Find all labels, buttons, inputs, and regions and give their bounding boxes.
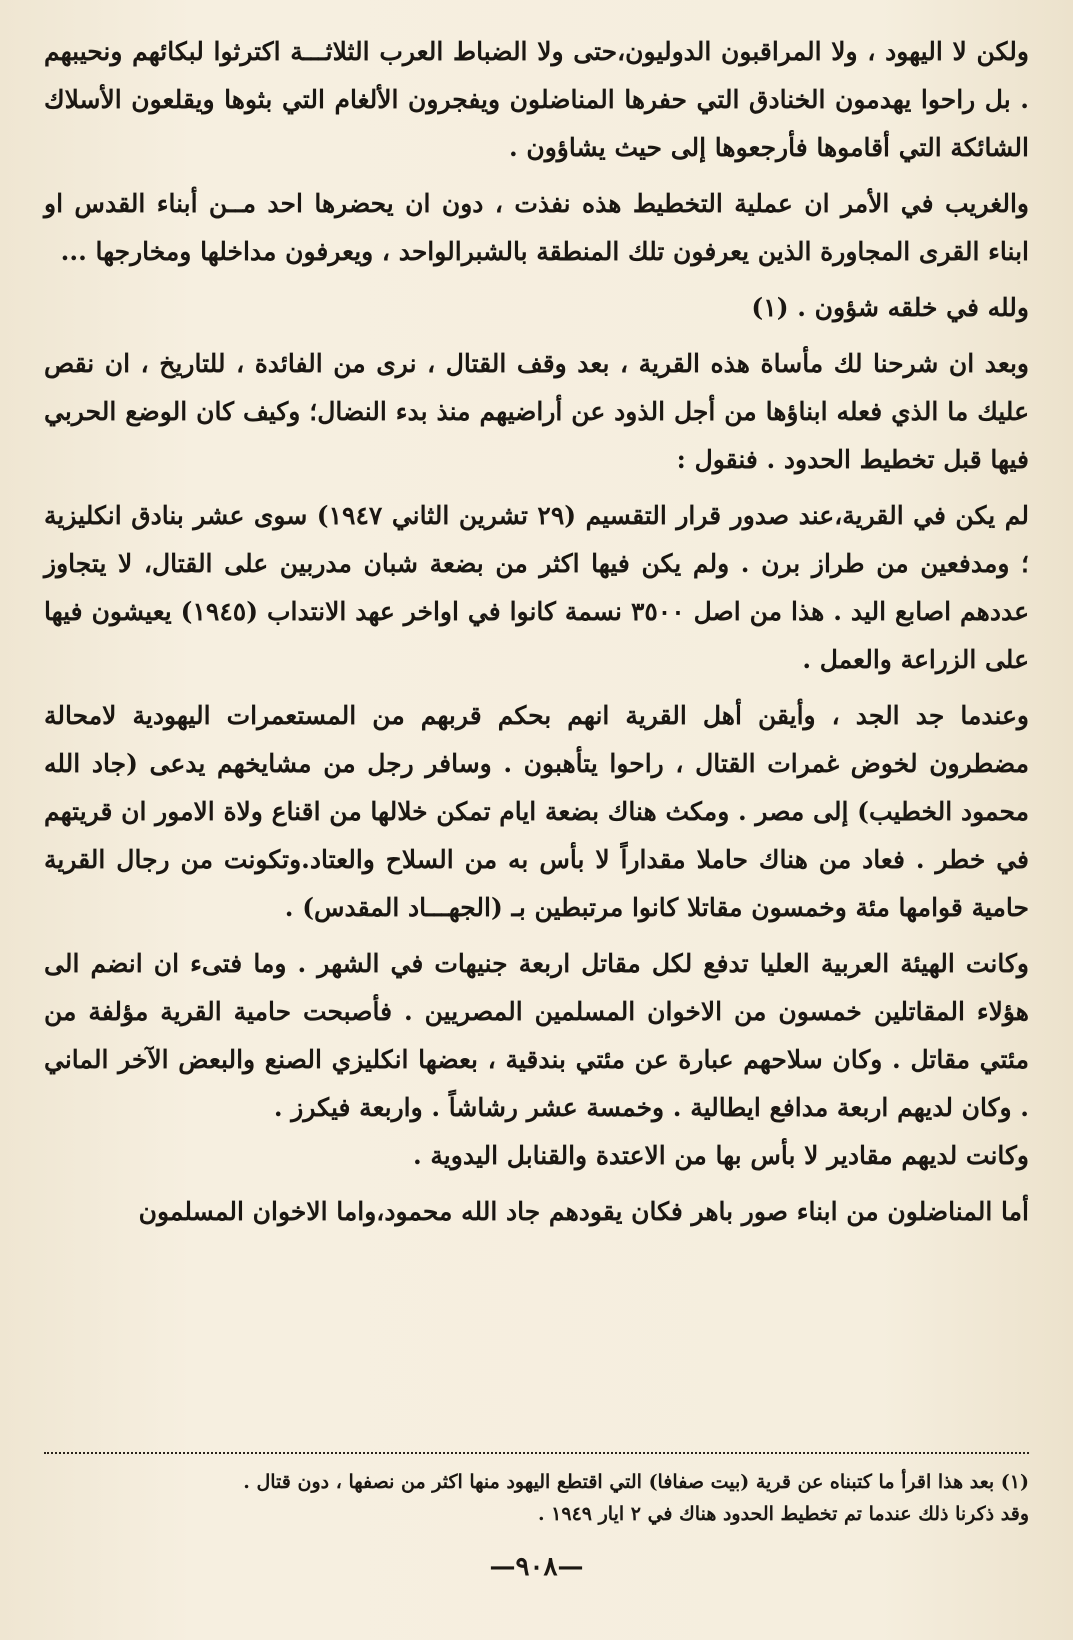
paragraph-partition-weapons: لم يكن في القرية،عند صدور قرار التقسيم (٢٩ تشرين الثاني ١٩٤٧) سوى عشر بنادق انكليزية ؛ ومدفعين من طراز برن . ولم يكن فيها اكثر من بضعة شبان مدربين على القتال، لا يتجاوز عددهم اصابع اليد . هذا من اصل ٣٥٠٠ نسمة كانوا في اواخر عهد الانتداب (١٩٤٥) يعيشون فيها على الزراعة والعمل .	[44, 501, 1029, 674]
page-number: —٩٠٨—	[489, 1552, 584, 1582]
footnote-line: وقد ذكرنا ذلك عندما تم تخطيط الحدود هناك في ٢ ايار ١٩٤٩ .	[537, 1503, 1029, 1525]
paragraph-demarcation: والغريب في الأمر ان عملية التخطيط هذه نفذت ، دون ان يحضرها احد مــن أبناء القدس او ابناء القرى المجاورة الذين يعرفون تلك المنطقة بالشبرالواحد ، ويعرفون مداخلها ومخارجها ...	[44, 189, 1029, 266]
paragraph-fighters-leaders: أما المناضلون من ابناء صور باهر فكان يقودهم جاد الله محمود،واما الاخوان المسلمون	[138, 1197, 1029, 1226]
page-body	[44, 28, 1029, 1236]
footnotes	[44, 1466, 1029, 1530]
paragraph-ammunition: وكانت لديهم مقادير لا بأس بها من الاعتدة والقنابل اليدوية .	[413, 1141, 1029, 1170]
paragraph-arab-committee: وكانت الهيئة العربية العليا تدفع لكل مقاتل اربعة جنيهات في الشهر . وما فتىء ان انضم الى هؤلاء المقاتلين خمسون من الاخوان المسلمين المصريين . فأصبحت حامية القرية مؤلفة من مئتي مقاتل . وكان سلاحهم عبارة عن مئتي بندقية ، بعضها انكليزي الصنع والبعض الآخر الماني . وكان لديهم اربعة مدافع ايطالية . وخمسة عشر رشاشاً . واربعة فيكرز .	[44, 949, 1029, 1122]
paragraph-observers: ولكن لا اليهود ، ولا المراقبون الدوليون،حتى ولا الضباط العرب الثلاثـــة اكترثوا لبكائهم ونحيبهم . بل راحوا يهدمون الخنادق التي حفرها المناضلون ويفجرون الألغام التي بثوها ويقلعون الأسلاك الشائكة التي أقاموها فأرجعوها إلى حيث يشاؤون .	[44, 37, 1029, 162]
footnote-divider	[44, 1452, 1029, 1454]
footnote-line: (١) بعد هذا اقرأ ما كتبناه عن قرية (بيت صفافا) التي اقتطع اليهود منها اكثر من نصفها ، دون قتال .	[243, 1471, 1029, 1493]
paragraph-god-affairs: ولله في خلقه شؤون . (١)	[751, 293, 1029, 322]
paragraph-preparation: وعندما جد الجد ، وأيقن أهل القرية انهم بحكم قربهم من المستعمرات اليهودية لامحالة مضطرون لخوض غمرات القتال ، راحوا يتأهبون . وسافر رجل من مشايخهم يدعى (جاد الله محمود الخطيب) إلى مصر . ومكث هناك بضعة ايام تمكن خلالها من اقناع ولاة الامور ان قريتهم في خطر . فعاد من هناك حاملا مقداراً لا بأس به من السلاح والعتاد.وتكونت من رجال القرية حامية قوامها مئة وخمسون مقاتلا كانوا مرتبطين بـ (الجهـــاد المقدس) .	[44, 701, 1029, 922]
paragraph-village-tragedy: وبعد ان شرحنا لك مأساة هذه القرية ، بعد وقف القتال ، نرى من الفائدة ، للتاريخ ، ان نقص عليك ما الذي فعله ابناؤها من أجل الذود عن أراضيهم منذ بدء النضال؛ وكيف كان الوضع الحربي فيها قبل تخطيط الحدود . فنقول :	[44, 349, 1029, 474]
